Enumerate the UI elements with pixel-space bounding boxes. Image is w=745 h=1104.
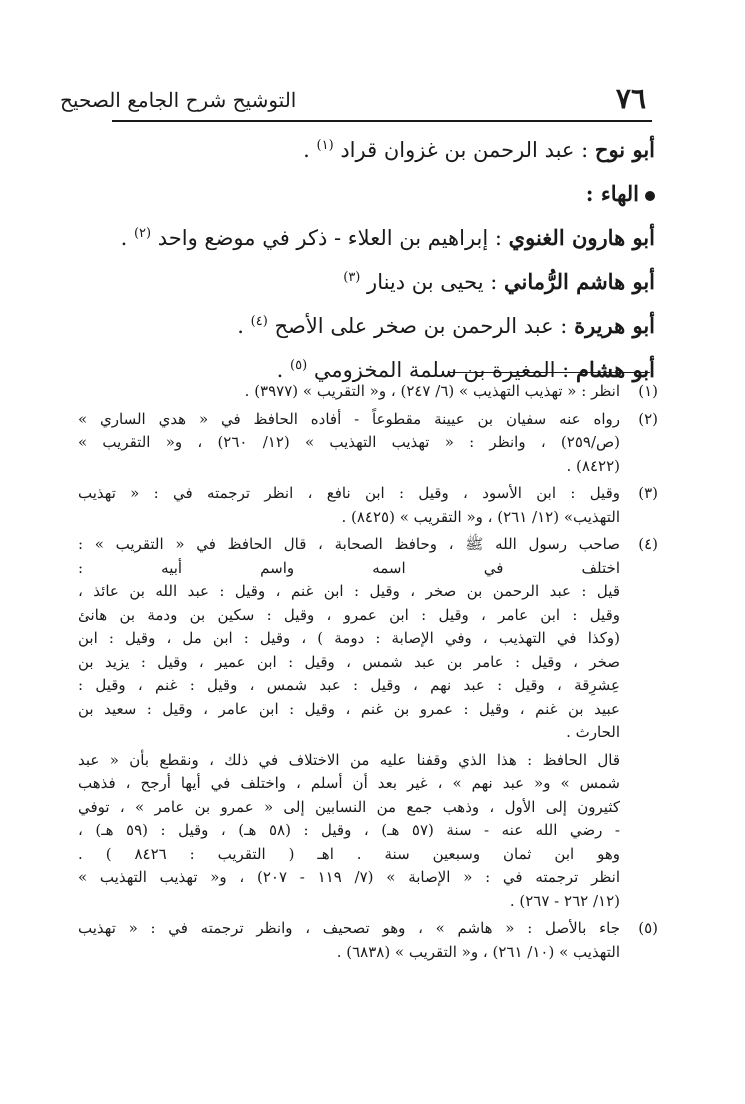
entry-end: . (276, 358, 291, 382)
section-heading-haa (100, 172, 655, 216)
entry-name: أبو هاشم الرُّماني (503, 269, 655, 294)
footnote (78, 482, 658, 529)
footnote-number: (٤) (638, 535, 658, 553)
footnote-line: الحارث . (566, 723, 620, 741)
footnote-line: رواه عنه سفيان بن عيينة مقطوعاً - أفاده الحافظ في « هدي الساري » (78, 409, 620, 428)
entry-name: أبو هارون الغنوي (508, 225, 655, 250)
footnote-number: (١) (638, 382, 658, 400)
page-number: ٧٦ (615, 82, 646, 115)
footnote-line: صاحب رسول الله ﷺ ، وحافظ الصحابة ، قال الحافظ في « التقريب » : (78, 535, 620, 553)
footnote-ref: (٣) (343, 270, 361, 285)
footnote-ref: (٥) (290, 358, 308, 373)
footnote-line: التهذيب » (١٠/ ٢٦١) ، و« التقريب » (٦٨٣٨) . (336, 942, 620, 961)
footnote-line: صخر ، وقيل : عامر بن عبد شمس ، وقيل : ابن عمير ، وقيل : يزيد بن (78, 652, 620, 671)
footnote-ref: (١) (316, 138, 334, 153)
footnote-line: (ص/٢٥٩) ، وانظر : « تهذيب التهذيب » (١٢/ ٢٦٠) ، و« التقريب » (78, 433, 620, 451)
footnote-number: (٢) (638, 409, 658, 428)
footnote-line: وقيل : ابن عامر ، وقيل : ابن عمرو ، وقيل : سكين بن ودمة بن هانئ (78, 605, 620, 624)
entry-text: عبد الرحمن بن صخر على الأصح (267, 314, 554, 338)
entry-text: المغيرة بن سلمة المخزومي (307, 358, 556, 382)
footnote-line: عبيد بن غنم ، وقيل : عمرو بن غنم ، وقيل : ابن عامر ، وقيل : سعيد بن (78, 699, 620, 718)
footnote-line: وهو ابن ثمان وسبعين سنة . اهـ ( التقريب : ٨٤٢٦ ) . (78, 844, 620, 863)
footnote-number: (٣) (638, 484, 658, 502)
entry-name: أبو هشام (575, 357, 655, 382)
entry-separator: : (483, 270, 504, 294)
entry-separator: : (574, 138, 595, 162)
footnote-ref: (٤) (250, 314, 268, 329)
footnote-line: (وكذا في التهذيب ، وفي الإصابة : دومة ) ، وقيل : ابن مل ، وقيل : ابن (78, 629, 620, 647)
footnote (78, 408, 658, 479)
footnotes (78, 380, 658, 968)
entry-separator: : (555, 358, 576, 382)
footnote-line: وقيل : ابن الأسود ، وقيل : ابن نافع ، انظر ترجمته في : « تهذيب (78, 484, 620, 502)
footnote (78, 380, 658, 404)
entry-separator: : (553, 314, 575, 338)
entry-name: أبو هريرة (574, 313, 655, 338)
entry-name: أبو نوح (594, 137, 655, 162)
footnote (78, 533, 658, 745)
entry-text: إبراهيم بن العلاء - ذكر في موضع واحد (151, 226, 489, 250)
footnote-rule (450, 372, 650, 373)
footnote-line: (١٢/ ٢٦٢ - ٢٦٧) . (509, 891, 620, 910)
footnote-ref: (٢) (133, 226, 152, 241)
entry-text: يحيى بن دينار (360, 270, 484, 294)
entry-end: . (303, 138, 317, 162)
entry-separator: : (488, 226, 509, 250)
footnote-line: التهذيب» (١٢/ ٢٦١) ، و« التقريب » (٨٤٢٥) . (341, 507, 620, 526)
footnote-line: انظر ترجمته في : « الإصابة » (٧/ ١١٩ - ٢٠٧) ، و« تهذيب التهذيب » (78, 868, 620, 886)
footnote-line: عِشرِقة ، وقيل : عبد نهم ، وقيل : عبد شمس ، وقيل : غنم ، وقيل : (78, 676, 620, 694)
entry-text: عبد الرحمن بن غزوان قراد (333, 138, 575, 162)
section-title: الهاء : (585, 181, 639, 206)
footnote-line: - رضي الله عنه - سنة (٥٧ هـ) ، وقيل : (٥٨ هـ) ، وقيل : (٥٩ هـ) ، (78, 821, 620, 839)
footnote-line: (٨٤٢٢) . (566, 456, 620, 475)
entry-end: . (237, 314, 251, 338)
entry-end: . (120, 226, 134, 250)
footnote-line: انظر : « تهذيب التهذيب » (٦/ ٢٤٧) ، و« التقريب » (٣٩٧٧) . (244, 382, 620, 400)
footnote-line: جاء بالأصل : « هاشم » ، وهو تصحيف ، وانظر ترجمته في : « تهذيب (78, 919, 620, 937)
entry-abu-hurayra (100, 304, 655, 348)
footnote-line: قال الحافظ : هذا الذي وقفنا عليه من الاختلاف في ذلك ، ونقطع بأن « عبد (78, 750, 620, 769)
entry-abu-nuh (100, 128, 655, 172)
entry-abu-hashim (100, 260, 655, 304)
entry-abu-harun (100, 216, 655, 260)
header-rule (112, 120, 652, 122)
footnote-line: قيل : عبد الرحمن بن صخر ، وقيل : ابن غنم ، وقيل : عبد الله بن عائذ ، (78, 582, 620, 600)
entries-list (100, 128, 655, 392)
footnote-number: (٥) (638, 919, 658, 937)
footnote (78, 917, 658, 964)
footnote-line: كثيرون إلى الأول ، وذهب جمع من النسابين إلى « عمرو بن عامر » ، توفي (78, 797, 620, 816)
footnote (78, 749, 620, 914)
footnote-line: اختلف في اسمه واسم أبيه : (78, 558, 620, 577)
bullet-icon (645, 191, 655, 201)
running-title: التوشيح شرح الجامع الصحيح (60, 88, 297, 112)
footnote-line: شمس » و« عبد نهم » ، غير بعد أن أسلم ، واختلف في أيها أرجح ، فذهب (78, 774, 620, 792)
